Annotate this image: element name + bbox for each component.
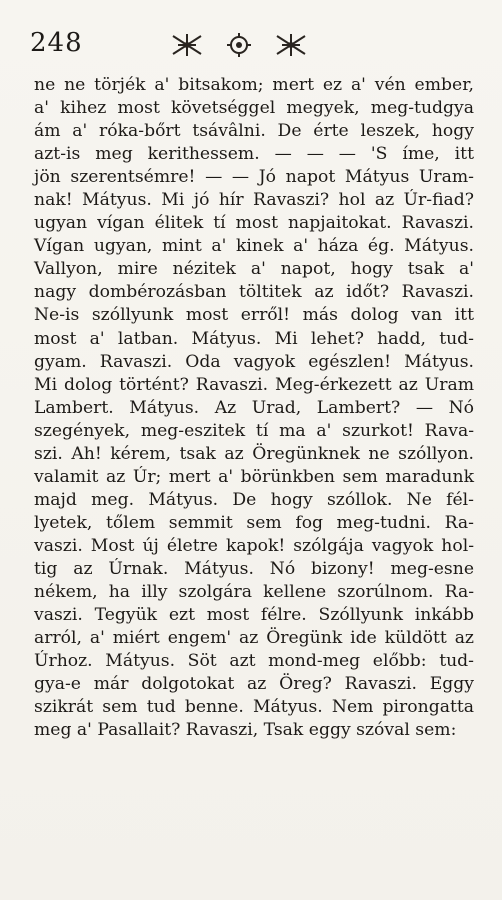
ornament-center-icon bbox=[222, 32, 256, 58]
text-line: vaszi. Tegyük ezt most félre. Szóllyunk inkább bbox=[34, 605, 474, 626]
text-line: szegények, meg-eszitek tí ma a' szurkot! Rava- bbox=[34, 420, 474, 441]
text-line: Lambert. Mátyus. Az Urad, Lambert? — Nó bbox=[34, 397, 474, 418]
text-line: gya-e már dolgotokat az Öreg? Ravaszi. Eggy bbox=[34, 674, 474, 695]
text-line: a' kihez most követséggel megyek, meg-tudgya bbox=[34, 98, 474, 119]
text-line: lyetek, tőlem semmit sem fog meg-tudni. Ra- bbox=[34, 512, 474, 533]
text-line: ne ne törjék a' bitsakom; mert ez a' vén ember, bbox=[34, 75, 474, 95]
text-line: meg a' Pasallait? Ravaszi, Tsak eggy szóval sem: bbox=[34, 720, 457, 741]
text-line: nagy dombérozásban töltitek az időt? Ravaszi. bbox=[34, 282, 474, 303]
text-line: majd meg. Mátyus. De hogy szóllok. Ne fél- bbox=[34, 489, 474, 510]
text-line: nékem, ha illy szolgára kellene szorúlnom. Ra- bbox=[34, 582, 474, 603]
body-text bbox=[34, 74, 474, 742]
text-line: ugyan vígan élitek tí most napjaitokat. Ravaszi. bbox=[34, 213, 474, 234]
text-line: valamit az Úr; mert a' börünkben sem maradunk bbox=[34, 466, 474, 487]
header-ornaments bbox=[170, 32, 308, 58]
text-line: szikrát sem tud benne. Mátyus. Nem pirongatta bbox=[34, 697, 474, 718]
text-line: gyam. Ravaszi. Oda vagyok egészlen! Mátyus. bbox=[34, 351, 474, 372]
text-line: ám a' róka-bőrt tsávâlni. De érte leszek, hogy bbox=[34, 121, 474, 142]
text-line: Vígan ugyan, mint a' kinek a' háza ég. Mátyus. bbox=[34, 236, 474, 257]
text-line: Úrhoz. Mátyus. Söt azt mond-meg előbb: tud- bbox=[34, 651, 474, 672]
page-number: 248 bbox=[30, 28, 83, 58]
text-line: szi. Ah! kérem, tsak az Öregünknek ne szóllyon. bbox=[34, 443, 474, 464]
ornament-right-icon bbox=[274, 32, 308, 58]
text-line: vaszi. Most új életre kapok! szólgája vagyok hol- bbox=[34, 535, 474, 556]
text-line: Mi dolog történt? Ravaszi. Meg-érkezett az Uram bbox=[34, 374, 474, 395]
text-line: nak! Mátyus. Mi jó hír Ravaszi? hol az Úr-fiad? bbox=[34, 190, 474, 211]
text-line: arról, a' miért engem' az Öregünk ide küldött az bbox=[34, 628, 474, 649]
text-line: most a' latban. Mátyus. Mi lehet? hadd, tud- bbox=[34, 328, 474, 349]
page-header bbox=[30, 28, 470, 68]
ornament-left-icon bbox=[170, 32, 204, 58]
text-line: Ne-is szóllyunk most erről! más dolog van itt bbox=[34, 305, 474, 326]
text-line: jön szerentsémre! — — Jó napot Mátyus Uram- bbox=[34, 167, 474, 188]
text-line: tig az Úrnak. Mátyus. Nó bizony! meg-esne bbox=[34, 558, 474, 579]
text-line: azt-is meg kerithessem. — — — 'S íme, itt bbox=[34, 144, 474, 165]
text-line: Vallyon, mire nézitek a' napot, hogy tsak a' bbox=[34, 259, 474, 280]
